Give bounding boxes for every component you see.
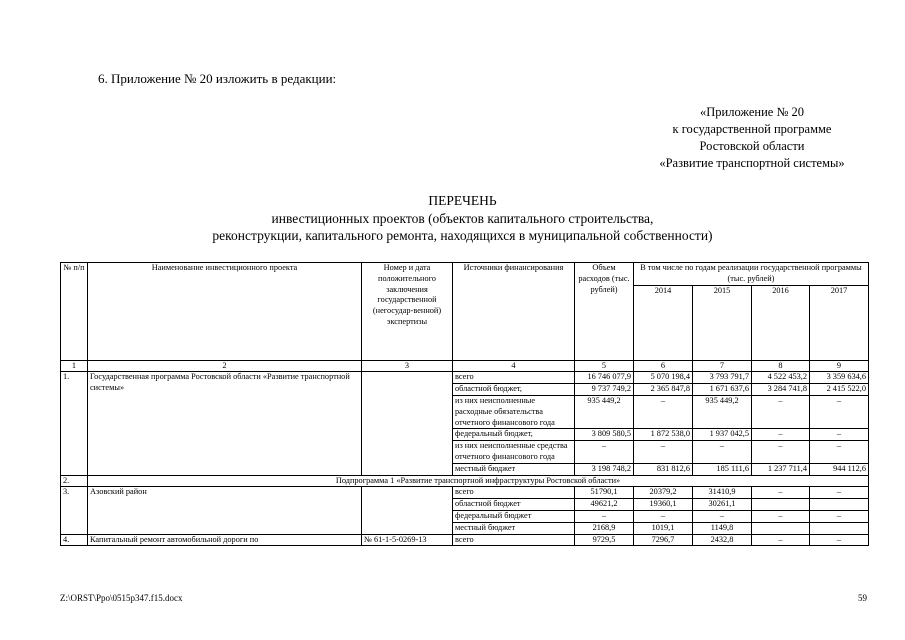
column-number: 9	[810, 360, 869, 372]
funding-source: из них неисполненные средства отчетного финансового года	[453, 441, 575, 464]
column-number: 1	[61, 360, 88, 372]
funding-source: федеральный бюджет,	[453, 429, 575, 441]
year-2015-value: 2432,8	[693, 534, 752, 546]
conclusion-cell	[362, 372, 453, 475]
appendix-line: «Развитие транспортной системы»	[659, 156, 845, 170]
volume-value: 9 737 749,2	[575, 384, 634, 396]
year-2015-value: 30261,1	[693, 499, 752, 511]
year-2016-value: –	[752, 534, 810, 546]
header-year-2017: 2017	[810, 285, 869, 360]
funding-source: областной бюджет,	[453, 384, 575, 396]
header-years-group: В том числе по годам реализации государственной программы (тыс. рублей)	[634, 263, 869, 286]
year-2014-value: 831 812,6	[634, 463, 693, 475]
year-2017-value: –	[810, 487, 869, 499]
appendix-heading	[632, 104, 872, 172]
year-2016-value: –	[752, 395, 810, 428]
title-line: реконструкции, капитального ремонта, находящихся в муниципальной собственности)	[212, 228, 713, 243]
year-2015-value: 1149,8	[693, 522, 752, 534]
year-2016-value: –	[752, 510, 810, 522]
year-2015-value: 185 111,6	[693, 463, 752, 475]
appendix-line: «Приложение № 20	[699, 105, 805, 119]
funding-source: местный бюджет	[453, 463, 575, 475]
year-2017-value	[810, 499, 869, 511]
header-year-2014: 2014	[634, 285, 693, 360]
volume-value: 51790,1	[575, 487, 634, 499]
document-title	[60, 192, 865, 245]
year-2014-value: 5 070 198,4	[634, 372, 693, 384]
column-number: 6	[634, 360, 693, 372]
year-2015-value: 1 671 637,6	[693, 384, 752, 396]
column-number: 2	[88, 360, 362, 372]
column-number: 5	[575, 360, 634, 372]
project-name: Азовский район	[88, 487, 362, 534]
year-2016-value: –	[752, 441, 810, 464]
appendix-line: к государственной программе	[672, 122, 832, 136]
volume-value: 2168,9	[575, 522, 634, 534]
year-2015-value: –	[693, 441, 752, 464]
year-2017-value: 3 359 634,6	[810, 372, 869, 384]
year-2015-value: –	[693, 510, 752, 522]
title-line: ПЕРЕЧЕНЬ	[428, 193, 497, 208]
title-line: инвестиционных проектов (объектов капитального строительства,	[271, 210, 654, 226]
column-number: 8	[752, 360, 810, 372]
row-num: 2.	[61, 475, 88, 487]
year-2014-value: –	[634, 441, 693, 464]
year-2017-value: –	[810, 534, 869, 546]
year-2015-value: 935 449,2	[693, 395, 752, 428]
funding-source: федеральный бюджет	[453, 510, 575, 522]
year-2015-value: 1 937 042,5	[693, 429, 752, 441]
header-year-2016: 2016	[752, 285, 810, 360]
year-2016-value	[752, 522, 810, 534]
year-2017-value: 944 112,6	[810, 463, 869, 475]
volume-value: 3 198 748,2	[575, 463, 634, 475]
column-number: 7	[693, 360, 752, 372]
header-num: № п/п	[61, 263, 88, 361]
row-num: 3.	[61, 487, 88, 534]
volume-value: 3 809 580,5	[575, 429, 634, 441]
year-2017-value: –	[810, 429, 869, 441]
year-2014-value: 1019,1	[634, 522, 693, 534]
year-2016-value: 1 237 711,4	[752, 463, 810, 475]
header-conclusion: Номер и дата положительного заключения государственной (негосудар-венной) экспертизы	[362, 263, 453, 361]
footer-file-path: Z:\ORST\Ppo\0515p347.f15.docx	[60, 593, 183, 603]
year-2014-value: –	[634, 395, 693, 428]
year-2017-value: –	[810, 510, 869, 522]
funding-source: всего	[453, 372, 575, 384]
header-volume: Объем расходов (тыс. рублей)	[575, 263, 634, 361]
year-2017-value: 2 415 522,0	[810, 384, 869, 396]
column-number: 4	[453, 360, 575, 372]
project-name: Государственная программа Ростовской области «Развитие транспортной системы»	[88, 372, 362, 475]
year-2014-value: 1 872 538,0	[634, 429, 693, 441]
funding-source: всего	[453, 487, 575, 499]
year-2016-value: 3 284 741,8	[752, 384, 810, 396]
year-2014-value: –	[634, 510, 693, 522]
volume-value: –	[575, 441, 634, 464]
project-name: Капитальный ремонт автомобильной дороги по	[88, 534, 362, 546]
intro-text: 6. Приложение № 20 изложить в редакции:	[98, 71, 337, 86]
year-2017-value: –	[810, 441, 869, 464]
funding-source: местный бюджет	[453, 522, 575, 534]
year-2016-value: –	[752, 429, 810, 441]
year-2014-value: 20379,2	[634, 487, 693, 499]
year-2014-value: 19360,1	[634, 499, 693, 511]
year-2015-value: 31410,9	[693, 487, 752, 499]
header-year-2015: 2015	[693, 285, 752, 360]
year-2014-value: 2 365 847,8	[634, 384, 693, 396]
volume-value: 9729,5	[575, 534, 634, 546]
volume-value: 49621,2	[575, 499, 634, 511]
page-number: 59	[858, 593, 867, 603]
year-2016-value: –	[752, 487, 810, 499]
row-num: 4.	[61, 534, 88, 546]
year-2015-value: 3 793 791,7	[693, 372, 752, 384]
row-num: 1.	[61, 372, 88, 475]
appendix-line: Ростовской области	[699, 139, 805, 153]
volume-value: –	[575, 510, 634, 522]
conclusion-number: № 61-1-5-0269-13	[362, 534, 453, 546]
subprogram-title: Подпрограмма 1 «Развитие транспортной инфраструктуры Ростовской области»	[88, 475, 869, 487]
year-2016-value	[752, 499, 810, 511]
year-2017-value: –	[810, 395, 869, 428]
funding-source: из них неисполненные расходные обязательства отчетного финансового года	[453, 395, 575, 428]
year-2016-value: 4 522 453,2	[752, 372, 810, 384]
funding-source: областной бюджет	[453, 499, 575, 511]
funding-source: всего	[453, 534, 575, 546]
volume-value: 935 449,2	[575, 395, 634, 428]
conclusion-cell	[362, 487, 453, 534]
header-name: Наименование инвестиционного проекта	[88, 263, 362, 361]
projects-table	[60, 262, 869, 546]
year-2014-value: 7296,7	[634, 534, 693, 546]
year-2017-value	[810, 522, 869, 534]
column-number: 3	[362, 360, 453, 372]
header-sources: Источники финансирования	[453, 263, 575, 361]
volume-value: 16 746 077,9	[575, 372, 634, 384]
